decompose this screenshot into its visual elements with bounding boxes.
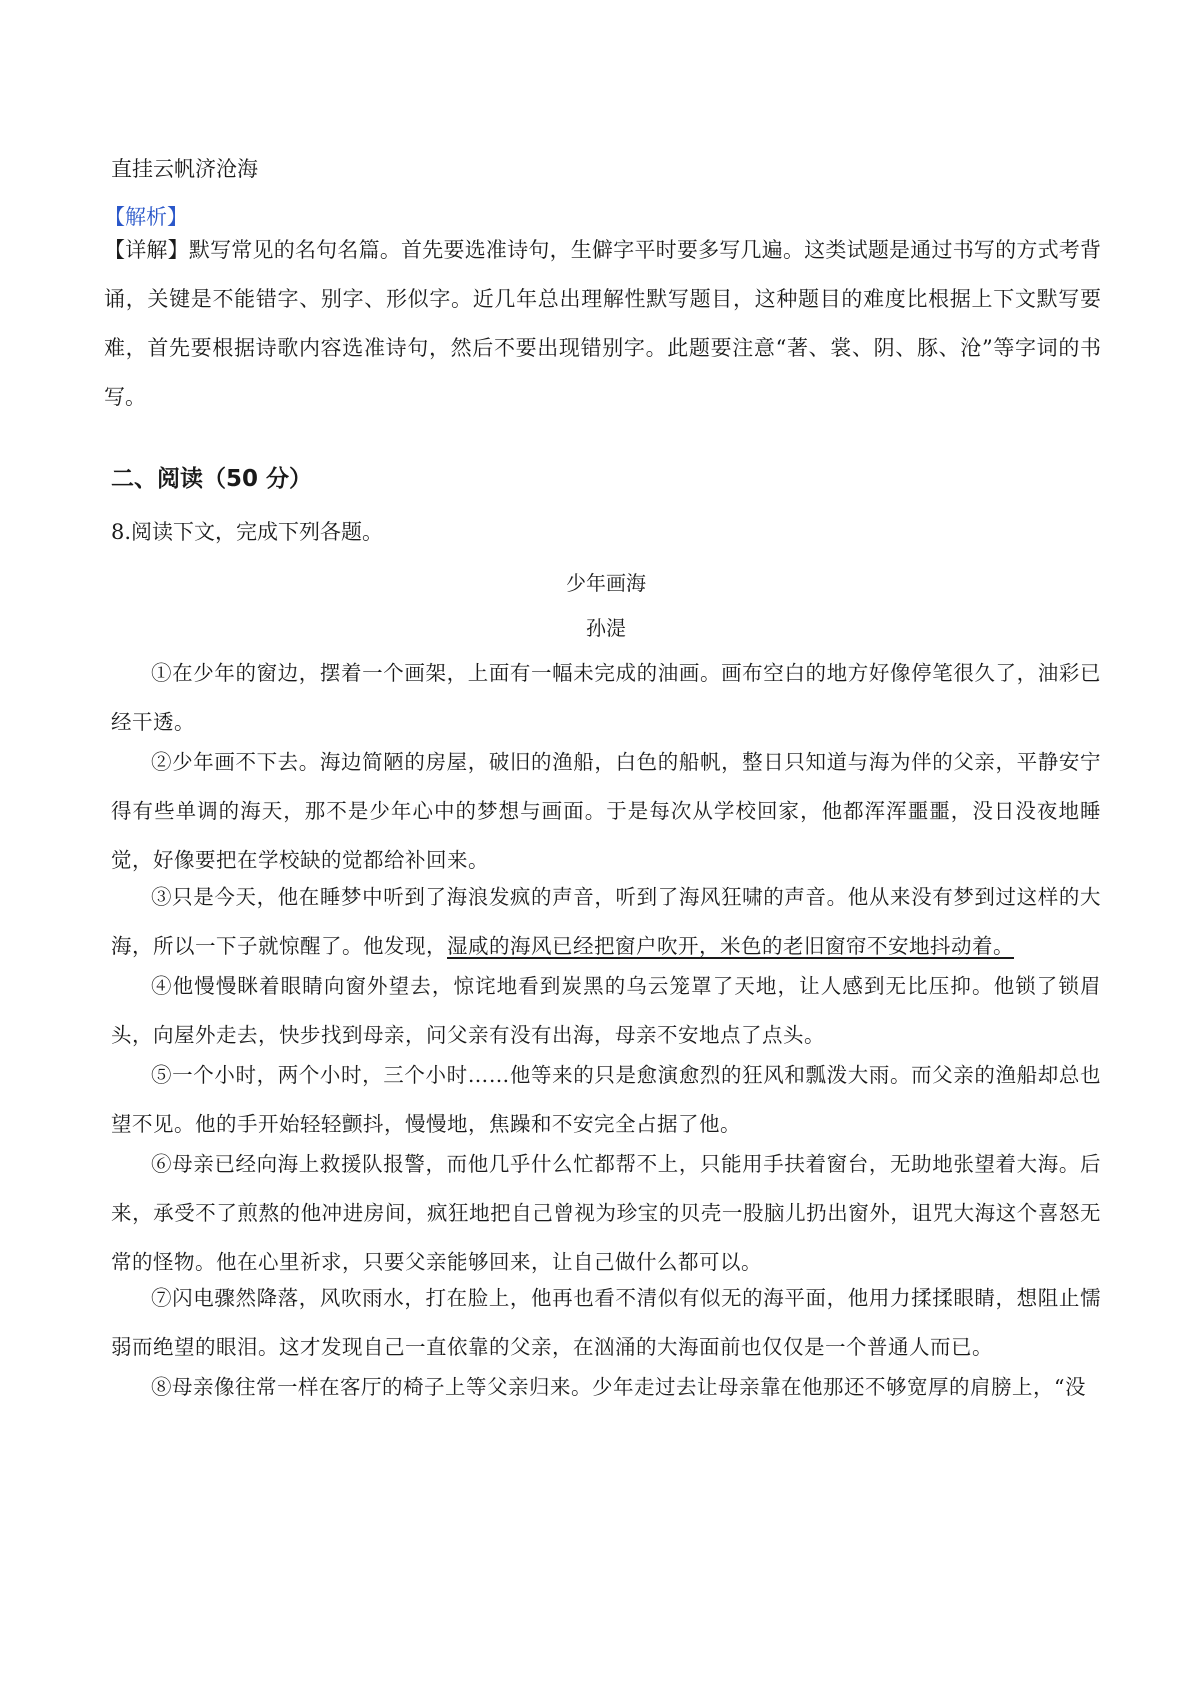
- detail-paragraph: [104, 226, 1101, 422]
- underlined-sentence: 湿咸的海风已经把窗户吹开，米色的老旧窗帘不安地抖动着。: [447, 934, 1014, 958]
- paragraph-3-text: ③只是今天，他在睡梦中听到了海浪发疯的声音，听到了海风狂啸的声音。他从来没有梦到过这样的大海，所以一下子就惊醒了。他发现，: [111, 885, 1101, 958]
- article-paragraph-4: ④他慢慢眯着眼睛向窗外望去，惊诧地看到炭黑的乌云笼罩了天地，让人感到无比压抑。他锁了锁眉头，向屋外走去，快步找到母亲，问父亲有没有出海，母亲不安地点了点头。: [111, 974, 1101, 1047]
- question-prompt: 8.阅读下文，完成下列各题。: [111, 520, 384, 544]
- article-author: 孙湜: [586, 616, 626, 640]
- article-paragraph-6: ⑥母亲已经向海上救援队报警，而他几乎什么忙都帮不上，只能用手扶着窗台，无助地张望着大海。后来，承受不了煎熬的他冲进房间，疯狂地把自己曾视为珍宝的贝壳一股脑儿扔出窗外，诅咒大海这个喜怒无常的怪物。他在心里祈求，只要父亲能够回来，让自己做什么都可以。: [111, 1152, 1101, 1274]
- answer-line: 直挂云帆济沧海: [111, 157, 258, 181]
- detail-text: 默写常见的名句名篇。首先要选准诗句，生僻字平时要多写几遍。这类试题是通过书写的方式考背诵，关键是不能错字、别字、形似字。近几年总出理解性默写题目，这种题目的难度比根据上下文默写要难，首先要根据诗歌内容选准诗句，然后不要出现错别字。此题要注意“著、裳、阴、豚、沧”等字词的书写。: [104, 238, 1102, 409]
- article-paragraph-7: ⑦闪电骤然降落，风吹雨水，打在脸上，他再也看不清似有似无的海平面，他用力揉揉眼睛，想阻止懦弱而绝望的眼泪。这才发现自己一直依靠的父亲，在汹涌的大海面前也仅仅是一个普通人而已。: [111, 1286, 1101, 1359]
- article-title: 少年画海: [566, 571, 646, 595]
- detail-label: 【详解】: [104, 238, 189, 262]
- article-paragraph-1: ①在少年的窗边，摆着一个画架，上面有一幅未完成的油画。画布空白的地方好像停笔很久了，油彩已经干透。: [111, 661, 1101, 734]
- analysis-label: 【解析】: [104, 205, 188, 229]
- article-paragraph-3: [111, 873, 1101, 971]
- article-paragraph-2: ②少年画不下去。海边简陋的房屋，破旧的渔船，白色的船帆，整日只知道与海为伴的父亲，平静安宁得有些单调的海天，那不是少年心中的梦想与画面。于是每次从学校回家，他都浑浑噩噩，没日没夜地睡觉，好像要把在学校缺的觉都给补回来。: [111, 750, 1101, 872]
- article-paragraph-5: ⑤一个小时，两个小时，三个小时……他等来的只是愈演愈烈的狂风和瓢泼大雨。而父亲的渔船却总也望不见。他的手开始轻轻颤抖，慢慢地，焦躁和不安完全占据了他。: [111, 1063, 1101, 1136]
- article-paragraph-8: ⑧母亲像往常一样在客厅的椅子上等父亲归来。少年走过去让母亲靠在他那还不够宽厚的肩膀上，“没: [151, 1375, 1086, 1399]
- section-title: 二、阅读（50 分）: [111, 466, 313, 492]
